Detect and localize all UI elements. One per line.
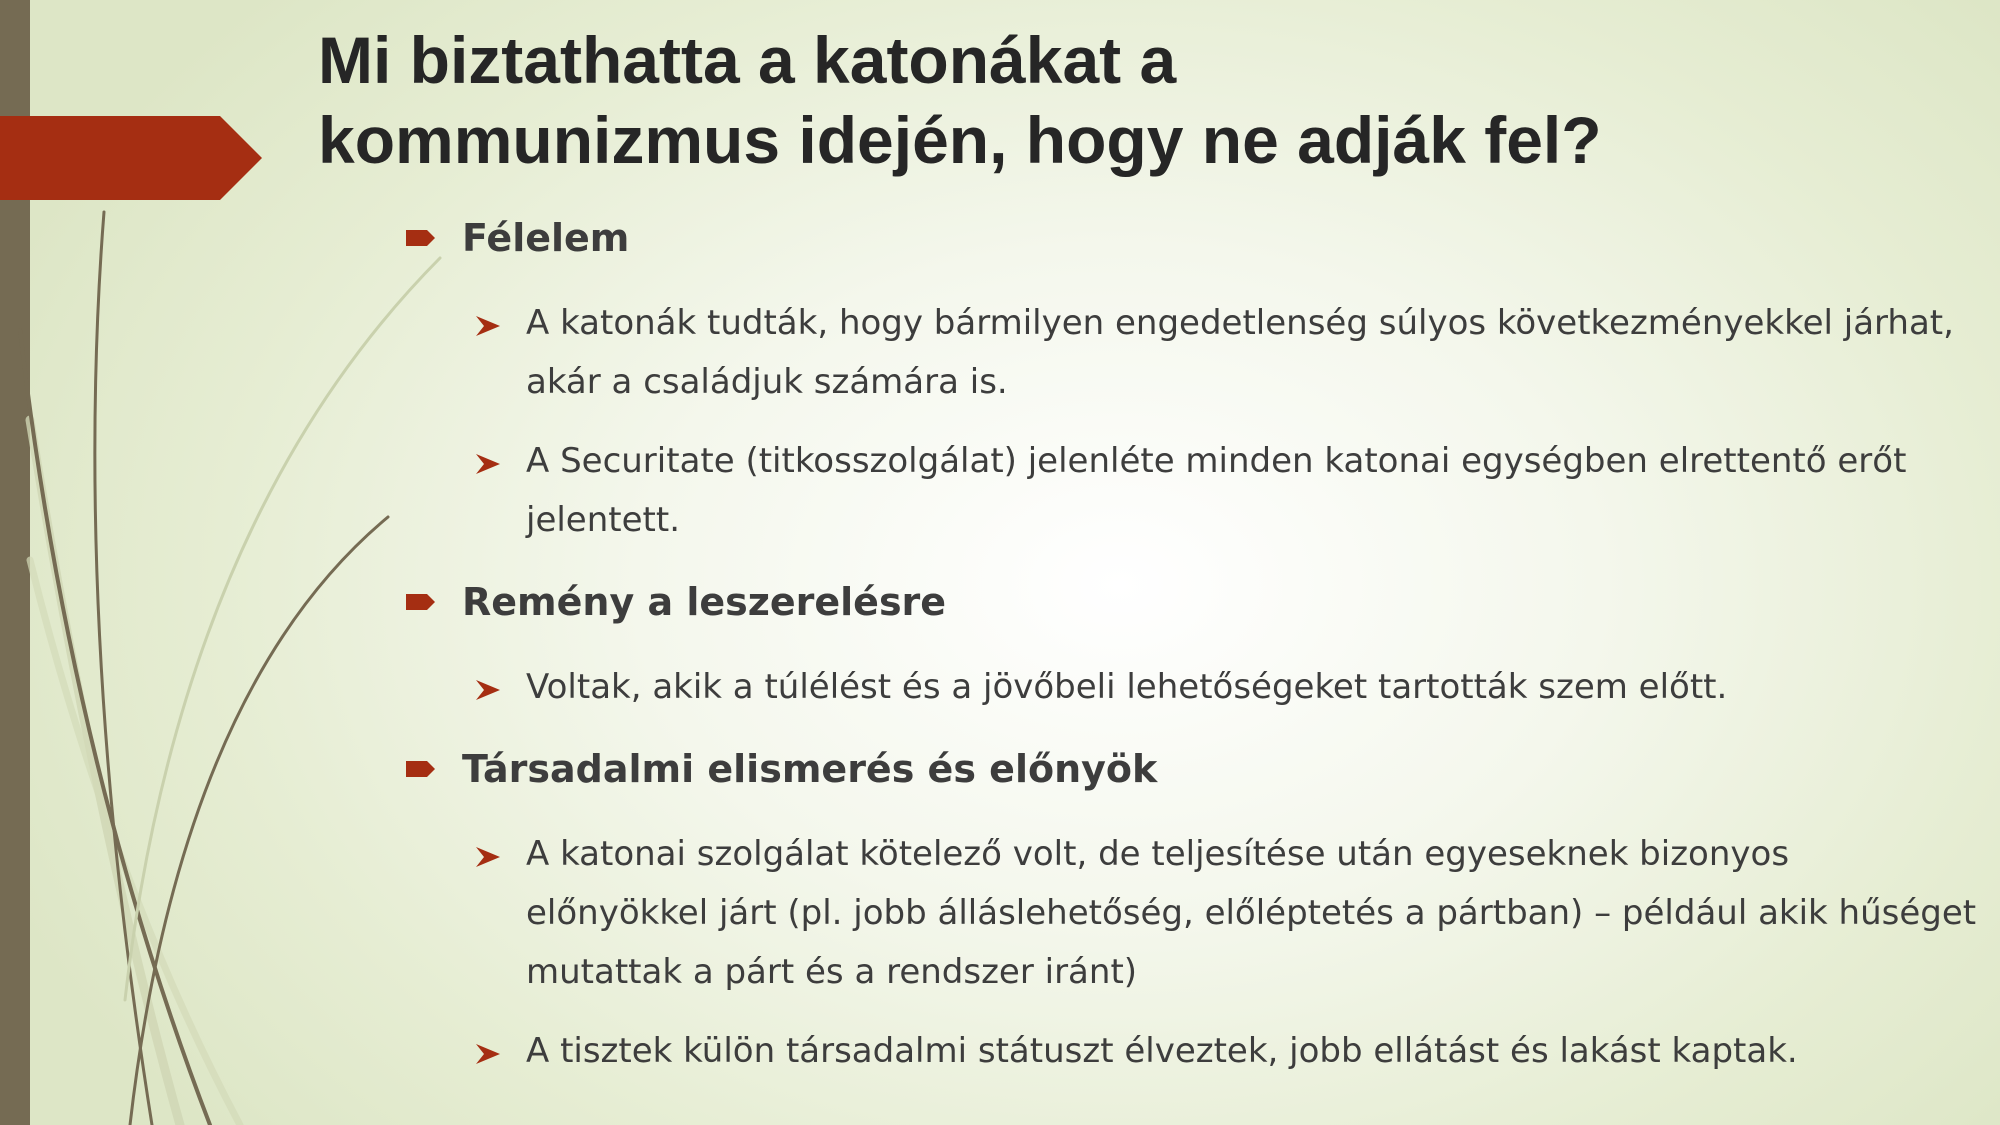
chevron-right-icon [476, 845, 500, 869]
section-heading-label: Félelem [462, 216, 630, 260]
red-arrow-bullet-icon [406, 593, 436, 611]
slide-content [400, 208, 1990, 1081]
section-heading-remeny [400, 572, 1990, 632]
red-arrow-bullet-icon [406, 229, 436, 247]
list-item [400, 658, 1990, 717]
list-item [400, 1022, 1990, 1081]
chevron-right-icon [476, 314, 500, 338]
red-arrow-bullet-icon [406, 760, 436, 778]
section-heading-felelem [400, 208, 1990, 268]
list-item-text: A katonák tudták, hogy bármilyen engedetlenség súlyos következményekkel járhat, akár a családjuk számára is. [526, 303, 1954, 402]
list-item [400, 294, 1990, 412]
list-item-text: A Securitate (titkosszolgálat) jelenléte minden katonai egységben elrettentő erőt jelentett. [526, 441, 1907, 540]
list-item-text: A tisztek külön társadalmi státuszt élveztek, jobb ellátást és lakást kaptak. [526, 1031, 1798, 1071]
chevron-right-icon [476, 678, 500, 702]
section-heading-label: Remény a leszerelésre [462, 580, 947, 624]
list-item-text: Voltak, akik a túlélést és a jövőbeli lehetőségeket tartották szem előtt. [526, 667, 1728, 707]
list-item [400, 825, 1990, 1002]
page-title [318, 20, 1958, 180]
chevron-right-icon [476, 1042, 500, 1066]
section-heading-label: Társadalmi elismerés és előnyök [462, 747, 1158, 791]
list-item [400, 432, 1990, 550]
title-line-2: kommunizmus idején, hogy ne adják fel? [318, 103, 1602, 177]
chevron-right-icon [476, 452, 500, 476]
list-item-text: A katonai szolgálat kötelező volt, de teljesítése után egyeseknek bizonyos előnyökkel járt (pl. jobb álláslehetőség, előléptetés a pártban) – például akik hűséget mutattak a párt és a rendszer iránt) [526, 834, 1977, 992]
section-heading-tarsadalmi [400, 739, 1990, 799]
title-arrow-accent [0, 116, 262, 200]
title-line-1: Mi biztathatta a katonákat a [318, 23, 1177, 97]
